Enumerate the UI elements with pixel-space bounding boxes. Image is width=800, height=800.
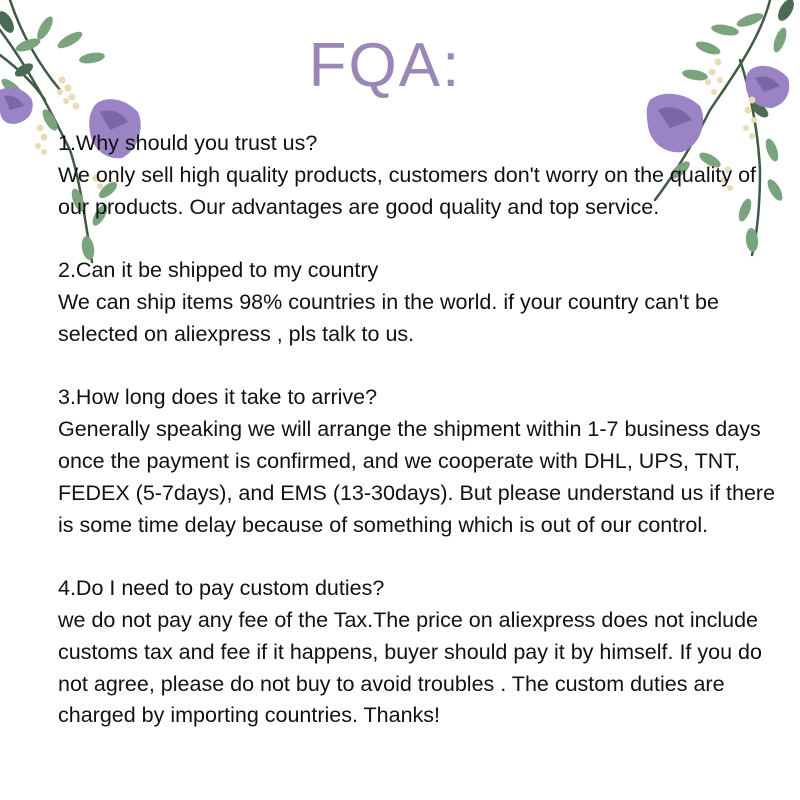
faq-answer: We can ship items 98% countries in the world. if your country can't be selected on aliexpress , pls talk to us. [58, 289, 719, 346]
faq-item [58, 255, 778, 350]
faq-list [58, 128, 778, 732]
faq-answer: We only sell high quality products, customers don't worry on the quality of our products. Our advantages are good quality and top service. [58, 162, 757, 219]
faq-item [58, 573, 778, 732]
faq-question: 1.Why should you trust us? [58, 131, 318, 155]
faq-answer: we do not pay any fee of the Tax.The price on aliexpress does not include customs tax and fee if it happens, buyer should pay it by himself. If you do not agree, please do not buy to avoid troubles . The custom duties are charged by importing countries. Thanks! [58, 607, 762, 728]
page-title: FQA: [308, 31, 462, 100]
faq-item [58, 128, 778, 223]
faq-question: 4.Do I need to pay custom duties? [58, 576, 385, 601]
faq-question: 2.Can it be shipped to my country [58, 258, 379, 283]
faq-question: 3.How long does it take to arrive? [58, 385, 378, 410]
faq-answer: Generally speaking we will arrange the shipment within 1-7 business days once the payment is confirmed, and we cooperate with DHL, UPS, TNT, FEDEX (5-7days), and EMS (13-30days). But please understand us if there is some time delay because of something which is out of our control. [58, 417, 776, 537]
faq-item [58, 382, 778, 541]
